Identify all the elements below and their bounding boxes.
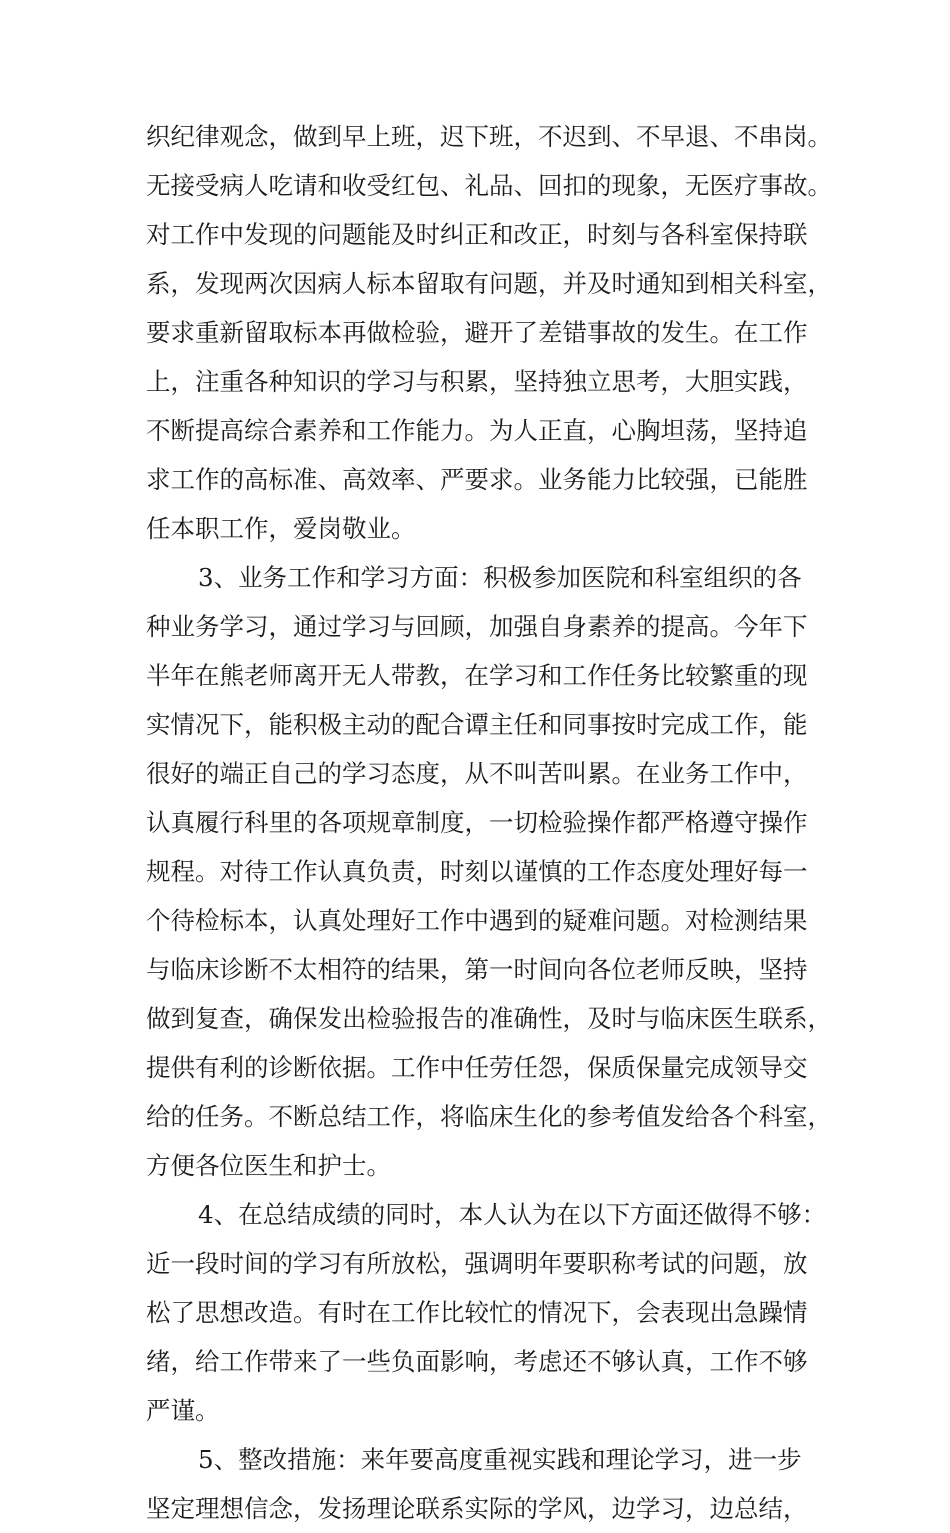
text-line: 规程。对待工作认真负责，时刻以谨慎的工作态度处理好每一 — [146, 857, 808, 886]
text-line: 要求重新留取标本再做检验，避开了差错事故的发生。在工作 — [146, 318, 808, 347]
text-line: 绪，给工作带来了一些负面影响，考虑还不够认真，工作不够 — [146, 1347, 808, 1376]
text-line: 坚定理想信念，发扬理论联系实际的学风，边学习，边总结， — [146, 1494, 808, 1523]
text-line: 给的任务。不断总结工作，将临床生化的参考值发给各个科室， — [146, 1102, 832, 1131]
text-line: 半年在熊老师离开无人带教，在学习和工作任务比较繁重的现 — [146, 661, 808, 690]
text-line: 提供有利的诊断依据。工作中任劳任怨，保质保量完成领导交 — [146, 1053, 808, 1082]
text-line: 织纪律观念，做到早上班，迟下班，不迟到、不早退、不串岗。 — [146, 122, 832, 151]
text-line: 个待检标本，认真处理好工作中遇到的疑难问题。对检测结果 — [146, 906, 808, 935]
text-line: 任本职工作，爱岗敬业。 — [146, 514, 416, 543]
text-line: 求工作的高标准、高效率、严要求。业务能力比较强，已能胜 — [146, 465, 808, 494]
text-line: 不断提高综合素养和工作能力。为人正直，心胸坦荡，坚持追 — [146, 416, 808, 445]
text-line: 方便各位医生和护士。 — [146, 1151, 391, 1180]
text-line: 严谨。 — [146, 1396, 220, 1425]
text-line: 松了思想改造。有时在工作比较忙的情况下，会表现出急躁情 — [146, 1298, 808, 1327]
text-line: 对工作中发现的问题能及时纠正和改正，时刻与各科室保持联 — [146, 220, 808, 249]
text-line: 无接受病人吃请和收受红包、礼品、回扣的现象，无医疗事故。 — [146, 171, 832, 200]
text-line: 做到复查，确保发出检验报告的准确性，及时与临床医生联系， — [146, 1004, 832, 1033]
paragraph-start-line: 3、业务工作和学习方面：积极参加医院和科室组织的各 — [198, 563, 802, 592]
paragraph-start-line: 4、在总结成绩的同时，本人认为在以下方面还做得不够： — [198, 1200, 827, 1229]
text-line: 很好的端正自己的学习态度，从不叫苦叫累。在业务工作中， — [146, 759, 808, 788]
text-line: 与临床诊断不太相符的结果，第一时间向各位老师反映，坚持 — [146, 955, 808, 984]
paragraph-start-line: 5、整改措施：来年要高度重视实践和理论学习，进一步 — [198, 1445, 802, 1474]
text-line: 上，注重各种知识的学习与积累，坚持独立思考，大胆实践， — [146, 367, 808, 396]
text-line: 种业务学习，通过学习与回顾，加强自身素养的提高。今年下 — [146, 612, 808, 641]
text-line: 实情况下，能积极主动的配合谭主任和同事按时完成工作，能 — [146, 710, 808, 739]
text-line: 近一段时间的学习有所放松，强调明年要职称考试的问题，放 — [146, 1249, 808, 1278]
document-body — [146, 112, 846, 1533]
text-line: 系，发现两次因病人标本留取有问题，并及时通知到相关科室， — [146, 269, 832, 298]
text-line: 认真履行科里的各项规章制度，一切检验操作都严格遵守操作 — [146, 808, 808, 837]
